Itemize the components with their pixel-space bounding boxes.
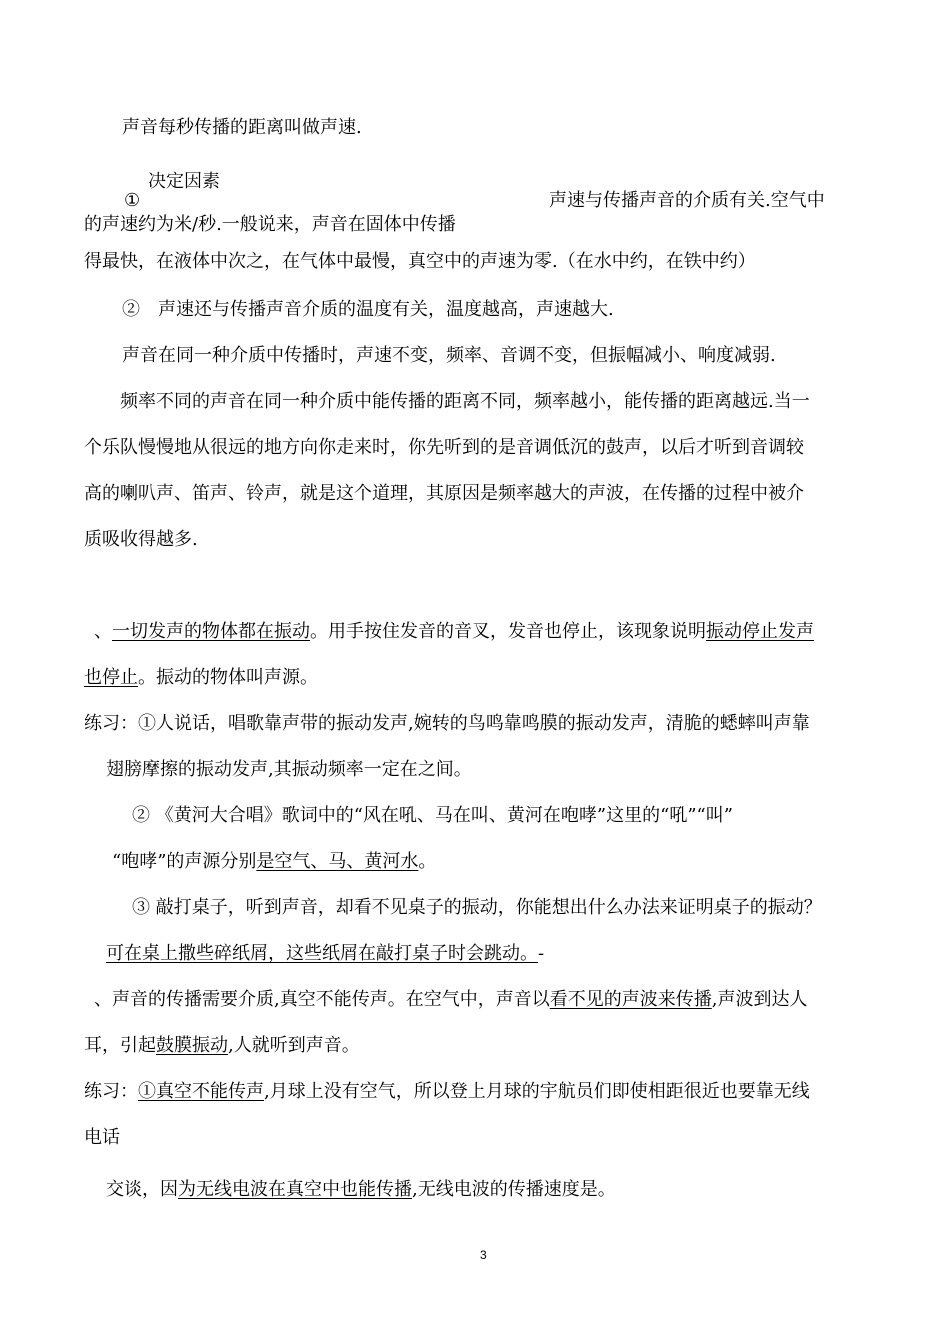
underlined-answer: 振动停止发声 (706, 621, 814, 642)
paragraph-frequency-line2: 个乐队慢慢地从很远的地方向你走来时，你先听到的是音调低沉的鼓声，以后才听到音调较 (84, 437, 804, 458)
heading-determining-factors: 决定因素 (148, 171, 220, 192)
paragraph-same-medium: 声音在同一种介质中传播时，声速不变，频率、音调不变，但振幅减小、响度减弱. (122, 345, 776, 366)
exercise-4-line2: 电话 (84, 1127, 120, 1148)
exercise-3-line2: 可在桌上撒些碎纸屑，这些纸屑在敲打桌子时会跳动。- (106, 943, 545, 964)
paragraph-medium-factor-right: 声速与传播声音的介质有关.空气中 (549, 190, 825, 211)
section-vibration-line1: 、一切发声的物体都在振动。用手按住发音的音叉，发音也停止，该现象说明振动停止发声 (94, 621, 814, 642)
paragraph-medium-factor-line2: 的声速约为米/秒.一般说来，声音在固体中传播 (84, 214, 456, 235)
paragraph-frequency-line3: 高的喇叭声、笛声、铃声，就是这个道理，其原因是频率越大的声波，在传播的过程中被介 (84, 483, 804, 504)
underlined-answer-cont: 也停止 (84, 667, 138, 688)
underlined-key-point: 一切发声的物体都在振动 (112, 621, 310, 642)
list-marker-1: ① (124, 190, 141, 211)
underlined-answer: 是空气、马、黄河水 (256, 851, 419, 872)
section-vibration-line2: 也停止。振动的物体叫声源。 (84, 667, 318, 688)
underlined-answer: 可在桌上撒些碎纸屑，这些纸屑在敲打桌子时会跳动。 (106, 943, 538, 964)
underlined-answer: 为无线电波在真空中也能传播 (178, 1179, 412, 1200)
underlined-answer: 鼓膜振动 (156, 1035, 228, 1056)
exercise-3-line1: ③ 敲打桌子，听到声音，却看不见桌子的振动，你能想出什么办法来证明桌子的振动？ (132, 897, 822, 918)
section-propagation-line2: 耳，引起鼓膜振动,人就听到声音。 (84, 1035, 360, 1056)
exercise-2-line2: “咆哮”的声源分别是空气、马、黄河水。 (112, 851, 437, 872)
paragraph-medium-factor-line3: 得最快，在液体中次之，在气体中最慢，真空中的声速为零.（在水中约，在铁中约） (84, 251, 756, 272)
section-propagation-line1: 、声音的传播需要介质,真空不能传声。在空气中，声音以看不见的声波来传播,声波到达人 (94, 989, 808, 1010)
exercise-1-line2: 翅膀摩擦的振动发声,其振动频率一定在之间。 (106, 759, 472, 780)
page-number: 3 (480, 1248, 487, 1262)
underlined-answer: ①真空不能传声 (138, 1081, 264, 1102)
exercise-4-line1: 练习：①真空不能传声,月球上没有空气，所以登上月球的宇航员们即使相距很近也要靠无线 (84, 1081, 810, 1102)
paragraph-frequency-line4: 质吸收得越多. (84, 529, 198, 550)
exercise-1-line1: 练习：①人说话，唱歌靠声带的振动发声,婉转的鸟鸣靠鸣膜的振动发声，清脆的蟋蟀叫声靠 (84, 713, 810, 734)
exercise-4-line3: 交谈，因为无线电波在真空中也能传播,无线电波的传播速度是。 (106, 1179, 616, 1200)
paragraph-sound-speed-definition: 声音每秒传播的距离叫做声速. (122, 117, 362, 138)
exercise-2-line1: ② 《黄河大合唱》歌词中的“风在吼、马在叫、黄河在咆哮”这里的“吼”“叫” (132, 805, 733, 826)
paragraph-temperature-factor: ② 声速还与传播声音介质的温度有关，温度越高，声速越大. (122, 299, 614, 320)
underlined-answer: 看不见的声波来传播 (549, 989, 712, 1010)
paragraph-frequency-line1: 频率不同的声音在同一种介质中能传播的距离不同，频率越小，能传播的距离越远.当一 (120, 391, 810, 412)
